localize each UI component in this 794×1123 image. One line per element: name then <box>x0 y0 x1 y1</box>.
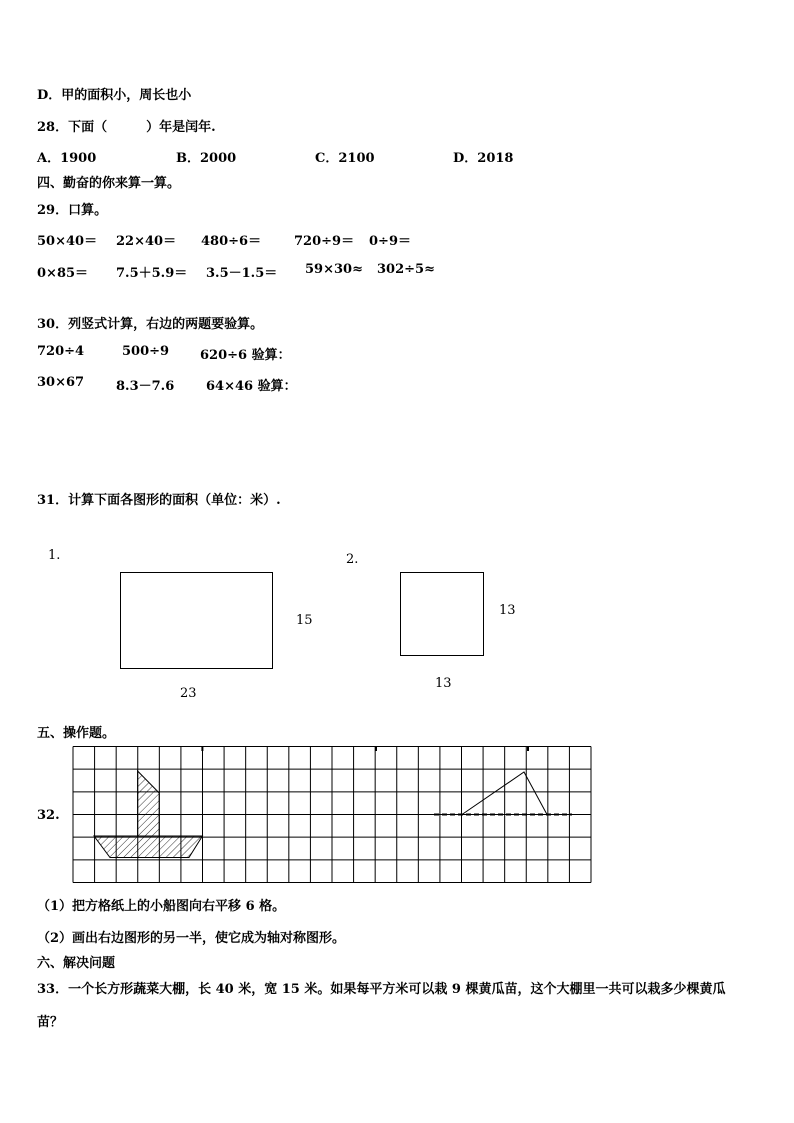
q30-item: 620÷6 验算： <box>200 348 291 363</box>
q31-stem: 31．计算下面各图形的面积（单位：米）. <box>37 493 281 508</box>
q28-option-a: A．1900 <box>37 151 97 166</box>
q29-item: 59×30≈ <box>305 262 363 277</box>
q29-item: 7.5＋5.9＝ <box>116 266 188 281</box>
q29-item: 0÷9＝ <box>369 234 411 249</box>
figure1-number: 1. <box>48 548 61 563</box>
q33-line1: 33．一个长方形蔬菜大棚，长 40 米，宽 15 米。如果每平方米可以栽 9 棵黄瓜苗，这个大棚里一共可以栽多少棵黄瓜 <box>37 982 726 997</box>
q29-item: 720÷9＝ <box>294 234 355 249</box>
q29-item: 0×85＝ <box>37 266 89 281</box>
q30-stem: 30．列竖式计算，右边的两题要验算。 <box>37 317 264 332</box>
q30-item: 720÷4 <box>37 344 85 359</box>
q32-task1: （1）把方格纸上的小船图向右平移 6 格。 <box>37 899 286 914</box>
boat-sail <box>138 771 160 836</box>
grid-svg <box>72 746 593 883</box>
figure2-square <box>400 572 484 656</box>
figure2-number: 2. <box>346 552 359 567</box>
q33-line2: 苗？ <box>37 1015 64 1030</box>
section4-title: 四、勤奋的你来算一算。 <box>37 176 181 191</box>
q30-item: 64×46 验算： <box>206 379 297 394</box>
figure1-width-label: 23 <box>180 686 197 701</box>
q32-number: 32. <box>37 808 60 823</box>
q29-item: 302÷5≈ <box>377 262 435 277</box>
section5-title: 五、操作题。 <box>37 726 116 741</box>
q29-item: 3.5－1.5＝ <box>206 266 278 281</box>
figure1-height-label: 15 <box>296 613 313 628</box>
q29-item: 480÷6＝ <box>201 234 262 249</box>
q27-option-d: D．甲的面积小，周长也小 <box>37 88 192 103</box>
q30-item: 8.3－7.6 <box>116 379 175 394</box>
section6-title: 六、解决问题 <box>37 956 116 971</box>
q29-stem: 29．口算。 <box>37 203 108 218</box>
q29-item: 50×40＝ <box>37 234 98 249</box>
q29-item: 22×40＝ <box>116 234 177 249</box>
boat-hull <box>94 836 202 858</box>
q28-option-c: C．2100 <box>315 151 375 166</box>
grid-paper <box>72 746 593 887</box>
figure1-rectangle <box>120 572 273 669</box>
q28-stem: 28．下面（ ）年是闰年. <box>37 120 216 135</box>
q30-item: 500÷9 <box>122 344 170 359</box>
q32-task2: （2）画出右边图形的另一半，使它成为轴对称图形。 <box>37 931 346 946</box>
q28-option-b: B．2000 <box>176 151 237 166</box>
figure2-height-label: 13 <box>499 603 516 618</box>
figure2-width-label: 13 <box>435 676 452 691</box>
q28-option-d: D．2018 <box>453 151 514 166</box>
q30-item: 30×67 <box>37 375 85 390</box>
